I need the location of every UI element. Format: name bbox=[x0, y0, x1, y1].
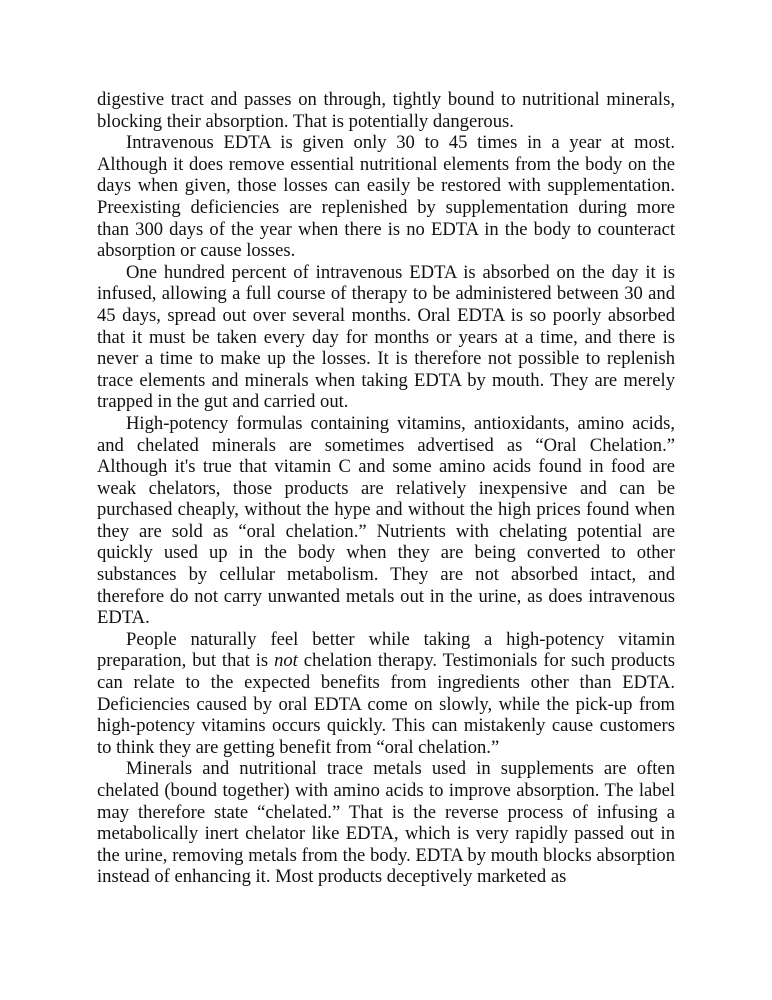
paragraph-text: digestive tract and passes on through, tightly bound to nutritional minerals, blocking their absorption. That is potentially dangerous. bbox=[97, 89, 675, 132]
document-page bbox=[97, 89, 675, 888]
paragraph bbox=[97, 413, 675, 629]
paragraph-text: chelation therapy. Testimonials for such products can relate to the expected benefits from ingredients other than EDTA. Deficiencies caused by oral EDTA come on slowly, while the pick-up from high-potency vitamins occurs quickly. This can mistakenly cause customers to think they are getting benefit from “oral chelation.” bbox=[97, 650, 675, 758]
paragraph-text: One hundred percent of intravenous EDTA is absorbed on the day it is infused, allowing a full course of therapy to be administered between 30 and 45 days, spread out over several months. Oral EDTA is so poorly absorbed that it must be taken every day for months or years at a time, and there is never a time to make up the losses. It is therefore not possible to replenish trace elements and minerals when taking EDTA by mouth. They are merely trapped in the gut and carried out. bbox=[97, 261, 675, 413]
paragraph-text: High-potency formulas containing vitamins, antioxidants, amino acids, and chelated minerals are sometimes advertised as “Oral Chelation.” Although it's true that vitamin C and some amino acids found in food are weak chelators, those products are relatively inexpensive and can be purchased cheaply, without the hype and without the high prices found when they are sold as “oral chelation.” Nutrients with chelating potential are quickly used up in the body when they are being converted to other substances by cellular metabolism. They are not absorbed intact, and therefore do not carry unwanted metals out in the urine, as does intravenous EDTA. bbox=[97, 412, 675, 629]
paragraph bbox=[97, 89, 675, 132]
paragraph bbox=[97, 262, 675, 413]
paragraph bbox=[97, 629, 675, 759]
paragraph-text: Minerals and nutritional trace metals used in supplements are often chelated (bound together) with amino acids to improve absorption. The label may therefore state “chelated.” That is the reverse process of infusing a metabolically inert chelator like EDTA, which is very rapidly passed out in the urine, removing metals from the body. EDTA by mouth blocks absorption instead of enhancing it. Most products deceptively marketed as bbox=[97, 758, 675, 888]
paragraph-text: Intravenous EDTA is given only 30 to 45 times in a year at most. Although it does remove essential nutritional elements from the body on the days when given, those losses can easily be restored with supplementation. Preexisting deficiencies are replenished by supplementation during more than 300 days of the year when there is no EDTA in the body to counteract absorption or cause losses. bbox=[97, 132, 675, 262]
paragraph bbox=[97, 132, 675, 262]
emphasis-text: not bbox=[274, 650, 298, 672]
paragraph-text: People naturally feel better while taking a high-potency vitamin preparation, but that is bbox=[97, 628, 675, 672]
paragraph bbox=[97, 758, 675, 888]
